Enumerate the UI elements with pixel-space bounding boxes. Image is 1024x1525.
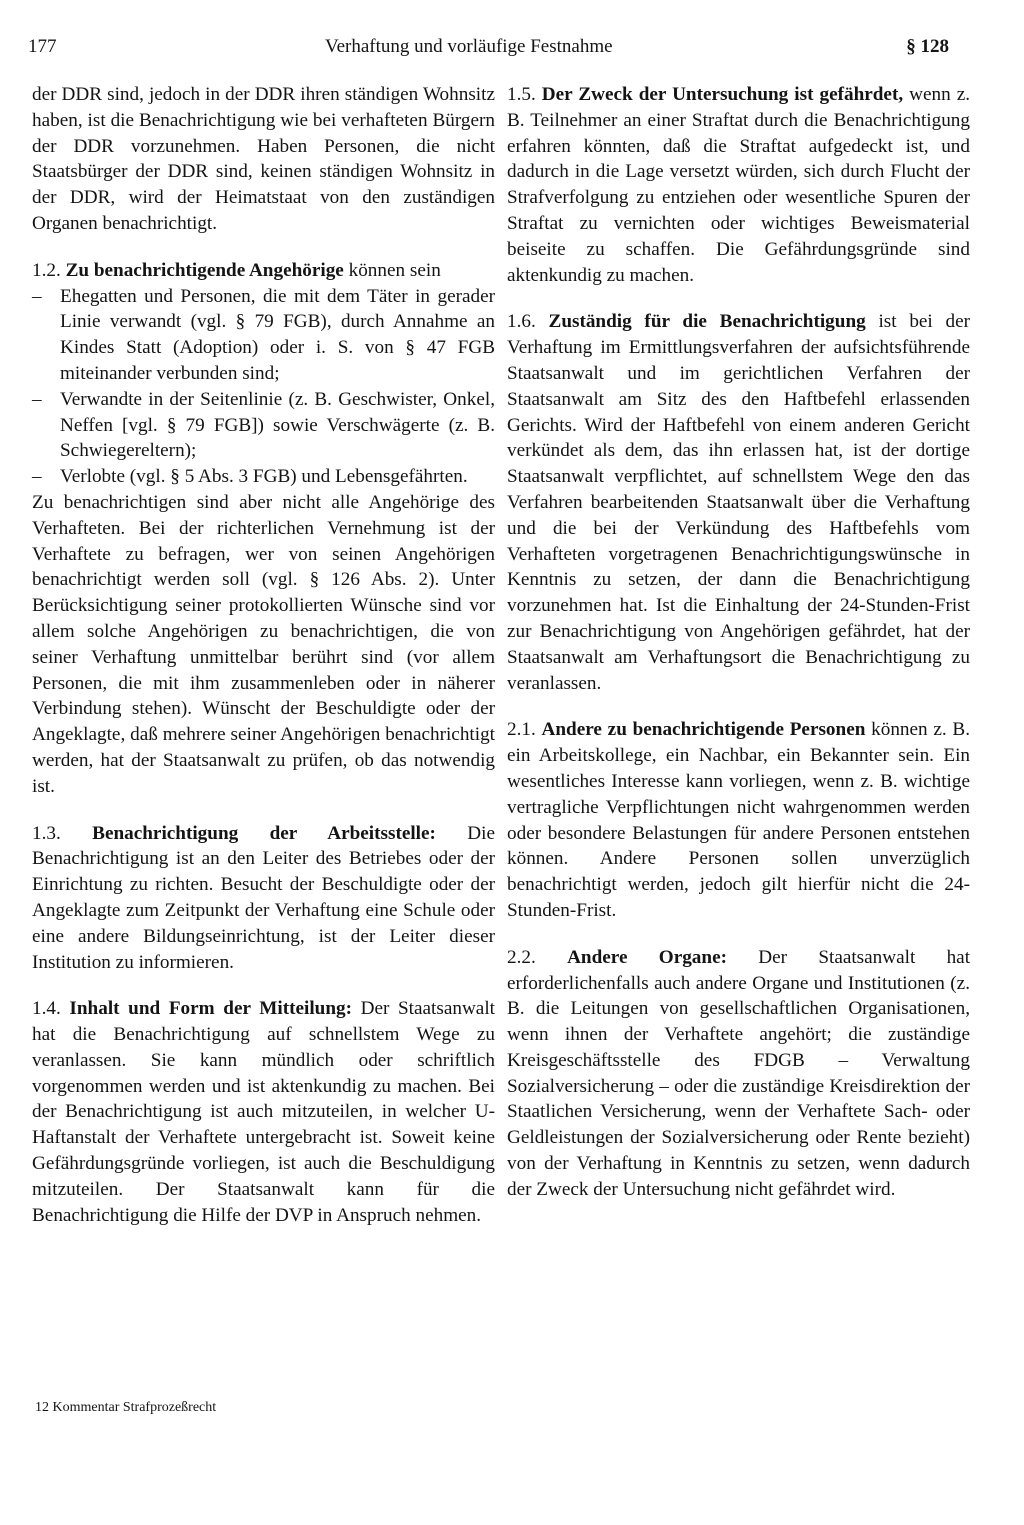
section-number: 1.4. xyxy=(32,998,61,1020)
section-text: können z. B. ein Arbeitskollege, ein Nachbar, ein Bekannter sein. Ein wesentliches Interesse kann vorliegen, wenn z. B. wichtige vertragliche Verpflichtungen nicht wahrgenommen werden oder besondere Belastungen für andere Personen entstehen können. Andere Personen sollen unverzüglich benachrichtigt werden, jedoch gilt hierfür nicht die 24-Stunden-Frist. xyxy=(507,719,971,921)
section-text: Die Benachrichtigung ist an den Leiter des Betriebes oder der Einrichtung zu richten. Besucht der Beschuldigte oder der Angeklagte zum Zeitpunkt der Verhaftung eine Schule oder eine andere Bildungseinrichtung, ist der Leiter dieser Institution zu informieren. xyxy=(32,822,495,973)
section-number: 1.2. xyxy=(32,259,61,281)
section-number: 2.2. xyxy=(507,946,536,968)
intro-paragraph: der DDR sind, jedoch in der DDR ihren ständigen Wohnsitz haben, ist die Benachrichtigung wie bei verhafteten Bürgern der DDR vorzunehmen. Haben Personen, die nicht Staatsbürger der DDR sind, keinen ständigen Wohnsitz in der DDR, wird der Heimatstaat von den zuständigen Organen benachrichtigt. xyxy=(32,84,495,234)
right-column xyxy=(507,82,970,1203)
list-item: – Verlobte (vgl. § 5 Abs. 3 FGB) und Lebensgefährten. xyxy=(32,464,495,490)
section-number: 1.6. xyxy=(507,311,536,333)
section-2-1 xyxy=(507,717,970,923)
section-marker: § 128 xyxy=(906,36,949,57)
section-1-2-lead xyxy=(32,258,495,284)
footer-note: 12 Kommentar Strafprozeßrecht xyxy=(35,1400,217,1415)
page-header xyxy=(0,36,1024,66)
section-1-6 xyxy=(507,309,970,696)
section-1-4 xyxy=(32,996,495,1228)
section-2-2 xyxy=(507,945,970,1203)
section-heading: Zu benachrichtigende Angehörige xyxy=(65,259,344,281)
section-heading: Benachrichtigung der Arbeitsstelle: xyxy=(92,822,436,844)
left-column xyxy=(32,82,495,1228)
section-1-3 xyxy=(32,821,495,976)
section-number: 2.1. xyxy=(507,719,536,741)
section-text: wenn z. B. Teilnehmer an einer Straftat durch die Benachrichtigung erfahren könnten, daß die Straftat aufgedeckt ist, und dadurch in die Lage versetzt würden, sich durch Flucht der Strafverfolgung zu entziehen oder wesentliche Spuren der Straftat zu vernichten oder wichtiges Beweismaterial beiseite zu schaffen. Die Gefährdungsgründe sind aktenkundig zu machen. xyxy=(507,84,971,286)
section-text: können sein xyxy=(343,259,441,281)
section-1-5 xyxy=(507,82,970,288)
section-number: 1.3. xyxy=(32,822,61,844)
section-number: 1.5. xyxy=(507,84,536,105)
section-heading: Andere Organe: xyxy=(567,946,727,968)
section-heading: Inhalt und Form der Mitteilung: xyxy=(69,998,352,1020)
section-1-2 xyxy=(32,258,495,800)
section-text: Der Staatsanwalt hat erforderlichenfalls auch andere Organe und Institutionen (z. B. die Leitungen von gesellschaftlichen Organisationen, wenn ihnen der Verhaftete angehört; die zuständige Kreisgeschäftsstelle des FDGB – Verwaltung Sozialversicherung – oder die zuständige Kreisdirektion der Staatlichen Versicherung, wenn der Verhaftete Sach- oder Geldleistungen der Sozialversicherung oder Rente bezieht) von der Verhaftung in Kenntnis zu setzen, wenn dadurch der Zweck der Untersuchung nicht gefährdet wird. xyxy=(507,946,971,1200)
relatives-list xyxy=(32,284,495,490)
running-title: Verhaftung und vorläufige Festnahme xyxy=(325,36,613,57)
section-1-2-paragraph: Zu benachrichtigen sind aber nicht alle Angehörige des Verhafteten. Bei der richterlichen Vernehmung ist der Verhaftete zu befragen, wer von seinen Angehörigen benachrichtigt werden soll (vgl. § 126 Abs. 2). Unter Berücksichtigung seiner protokollierten Wünsche sind vor allem solche Angehörigen zu benachrichtigen, die von seiner Verhaftung unmittelbar berührt sind (vor allem Personen, die mit ihm zusammenleben oder in näherer Verbindung stehen). Wünscht der Beschuldigte oder der Angeklagte, daß mehrere seiner Angehörigen benachrichtigt werden, hat der Staatsanwalt zu prüfen, ob das notwendig ist. xyxy=(32,491,495,797)
section-text: Der Staatsanwalt hat die Benachrichtigung auf schnellstem Wege zu veranlassen. Sie kann mündlich oder schriftlich vorgenommen werden und ist aktenkundig zu machen. Bei der Benachrichtigung ist auch mitzuteilen, in welcher U-Haftanstalt der Verhaftete untergebracht ist. Soweit keine Gefährdungsgründe vorliegen, ist auch die Beschuldigung mitzuteilen. Der Staatsanwalt kann für die Benachrichtigung die Hilfe der DVP in Anspruch nehmen. xyxy=(32,998,495,1226)
page-number: 177 xyxy=(28,36,57,57)
list-item: – Ehegatten und Personen, die mit dem Täter in gerader Linie verwandt (vgl. § 79 FGB), durch Annahme an Kindes Statt (Adoption) oder i. S. von § 47 FGB miteinander verbunden sind; xyxy=(32,284,495,387)
section-text: ist bei der Verhaftung im Ermittlungsverfahren der aufsichtsführende Staatsanwalt und im gerichtlichen Verfahren der Staatsanwalt am Sitz des den Haftbefehl erlassenden Gerichts. Wird der Haftbefehl von einem anderen Gericht verkündet als dem, das ihn erlassen hat, ist der dortige Staatsanwalt verpflichtet, auf schnellstem Wege den das Verfahren bearbeitenden Staatsanwalt über die Verhaftung und die bei der Verkündung des Haftbefehls vom Verhafteten vorgetragenen Benachrichtigungswünsche in Kenntnis zu setzen, der dann die Benachrichtigung vorzunehmen hat. Ist die Einhaltung der 24-Stunden-Frist zur Benachrichtigung von Angehörigen gefährdet, hat der Staatsanwalt am Verhaftungsort die Benachrichtigung zu veranlassen. xyxy=(507,311,970,694)
list-item: – Verwandte in der Seitenlinie (z. B. Geschwister, Onkel, Neffen [vgl. § 79 FGB]) sowie Verschwägerte (z. B. Schwiegereltern); xyxy=(32,387,495,464)
section-heading: Andere zu benachrichtigende Personen xyxy=(541,719,866,741)
section-heading: Der Zweck der Untersuchung ist gefährdet, xyxy=(541,84,904,105)
section-heading: Zuständig für die Benachrichtigung xyxy=(548,311,866,333)
